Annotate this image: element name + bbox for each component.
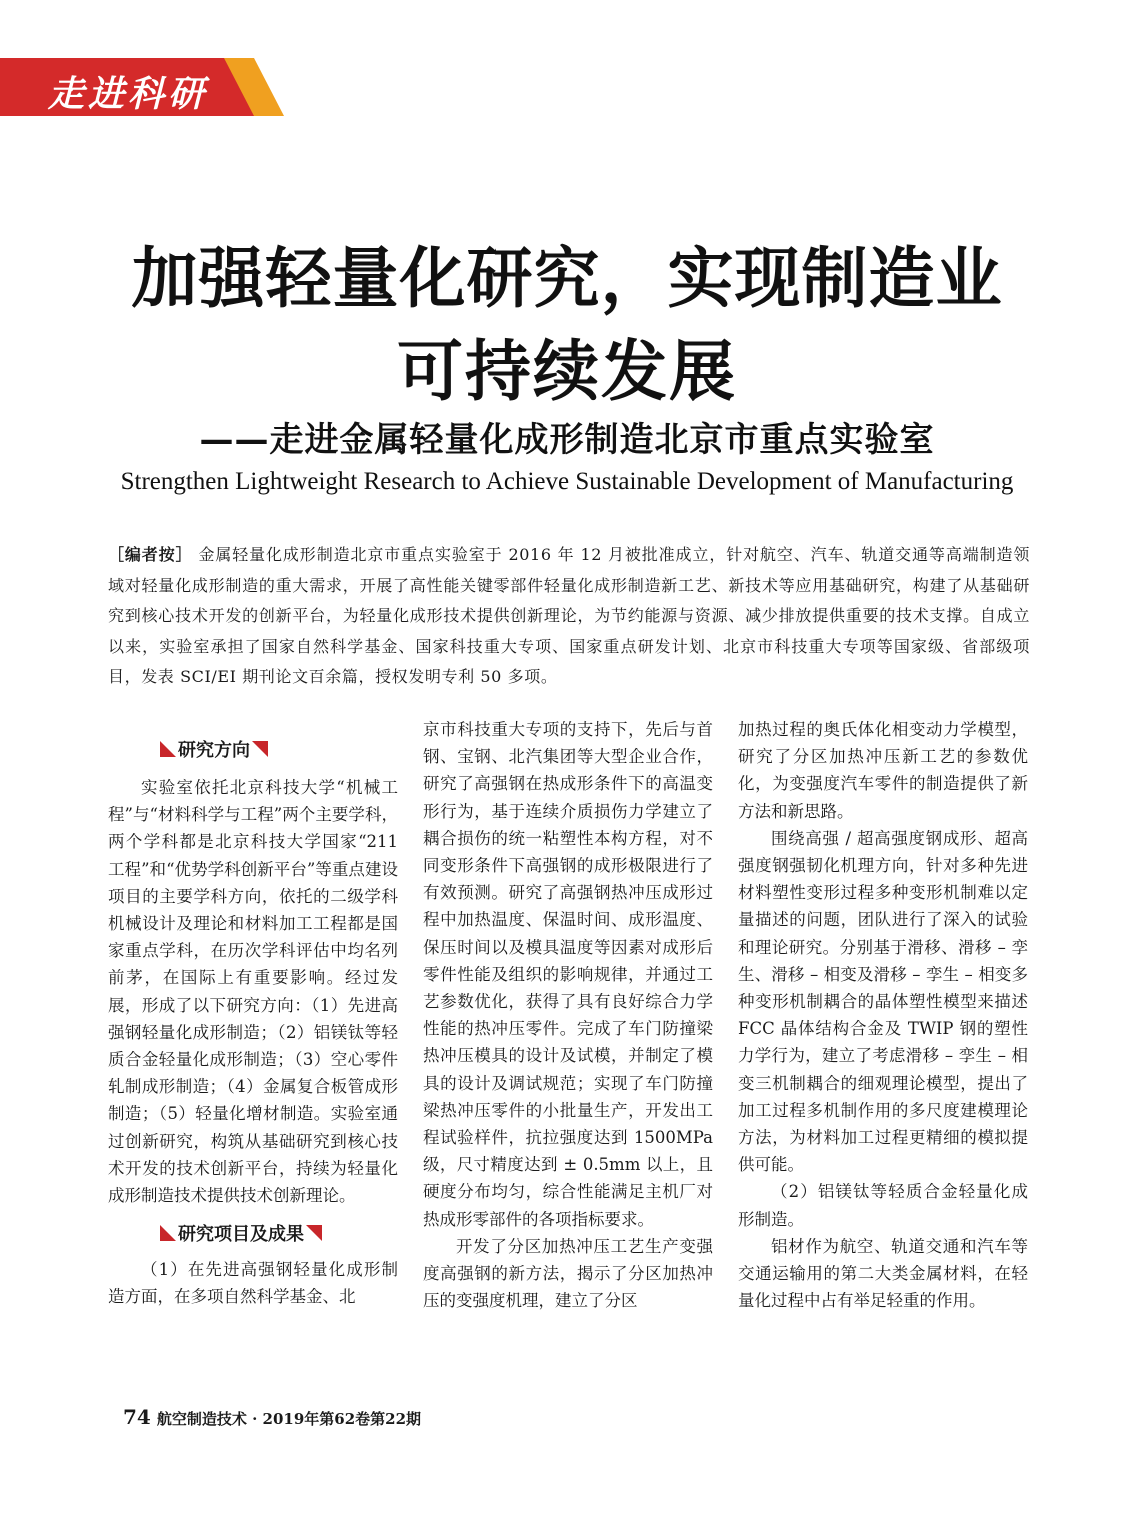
section-heading-text: 研究方向 [178,740,250,761]
subtitle: ——走进金属轻量化成形制造北京市重点实验室 [199,420,935,460]
heading-triangle-left-icon [160,741,176,757]
paragraph: 加热过程的奥氏体化相变动力学模型，研究了分区加热冲压新工艺的参数优化，为变强度汽车零件的制造提供了新方法和新思路。 [738,720,1028,821]
heading-triangle-right-icon [306,1225,322,1241]
page-footer [123,1405,421,1429]
editor-note [108,540,1030,693]
page-number: 74 [123,1405,151,1429]
title-line-1: 加强轻量化研究，实现制造业 [131,240,1003,317]
paragraph: （1）在先进高强钢轻量化成形制造方面，在多项自然科学基金、北 [108,1260,398,1307]
journal-info: 航空制造技术 · 2019年第62卷第22期 [156,1410,422,1428]
banner-label: 走进科研 [48,74,209,115]
editor-note-text: 金属轻量化成形制造北京市重点实验室于 2016 年 12 月被批准成立，针对航空、汽车、轨道交通等高端制造领域对轻量化成形制造的重大需求，开展了高性能关键零部件轻量化成形制造新工艺、新技术等应用基础研究，构建了从基础研究到核心技术开发的创新平台，为轻量化成形技术提供创新理论，为节约能源与资源、减少排放提供重要的技术支撑。自成立以来，实验室承担了国家自然科学基金、国家科技重大专项、国家重点研发计划、北京市科技重大专项等国家级、省部级项目，发表 SCI/EI 期刊论文百余篇，授权发明专利 50 多项。 [108,545,1030,686]
column-2 [423,716,713,1314]
paragraph: 开发了分区加热冲压工艺生产变强度高强钢的新方法，揭示了分区加热冲压的变强度机理，建立了分区 [423,1236,713,1311]
section-heading-text: 研究项目及成果 [178,1224,304,1246]
paragraph: （2）铝镁钛等轻质合金轻量化成形制造。 [738,1182,1028,1229]
editor-note-label: ［编者按］ [108,545,193,564]
column-1 [108,716,398,1311]
heading-triangle-right-icon [252,741,268,757]
english-title: Strengthen Lightweight Research to Achieve Sustainable Development of Manufacturing [120,468,1014,495]
paragraph: 京市科技重大专项的支持下，先后与首钢、宝钢、北汽集团等大型企业合作，研究了高强钢在热成形条件下的高温变形行为，基于连续介质损伤力学建立了耦合损伤的统一粘塑性本构方程，对不同变形条件下高强钢的成形极限进行了有效预测。研究了高强钢热冲压成形过程中加热温度、保温时间、成形温度、保压时间以及模具温度等因素对成形后零件性能及组织的影响规律，并通过工艺参数优化，获得了具有良好综合力学性能的热冲压零件。完成了车门防撞梁热冲压模具的设计及试模，并制定了模具的设计及调试规范；实现了车门防撞梁热冲压零件的小批量生产，开发出工程试验样件，抗拉强度达到 1500MPa 级，尺寸精度达到 ± 0.5mm 以上，且硬度分布均匀，综合性能满足主机厂对热成形零部件的各项指标要求。 [423,720,713,1229]
section-heading-projects [108,1221,398,1248]
title-line-2: 可持续发展 [397,333,737,410]
section-heading-direction [108,737,398,764]
paragraph: 围绕高强 / 超高强度钢成形、超高强度钢强韧化机理方向，针对多种先进材料塑性变形过程多种变形机制难以定量描述的问题，团队进行了深入的试验和理论研究。分别基于滑移、滑移 – 孪生、滑移 – 相变及滑移 – 孪生 – 相变多种变形机制耦合的晶体塑性模型来描述 FCC 晶体结构合金及 TWIP 钢的塑性力学行为，建立了考虑滑移 – 孪生 – 相变三机制耦合的细观理论模型，提出了加工过程多机制作用的多尺度建模理论方法，为材料加工过程更精细的模拟提供可能。 [738,828,1028,1175]
section-banner [0,58,285,116]
paragraph: 实验室依托北京科技大学“机械工程”与“材料科学与工程”两个主要学科，两个学科都是北京科技大学国家“211 工程”和“优势学科创新平台”等重点建设项目的主要学科方向，依托的二级学科机械设计及理论和材料加工工程都是国家重点学科，在历次学科评估中均名列前茅，在国际上有重要影响。经过发展，形成了以下研究方向：（1）先进高强钢轻量化成形制造；（2）铝镁钛等轻质合金轻量化成形制造；（3）空心零件轧制成形制造；（4）金属复合板管成形制造；（5）轻量化增材制造。实验室通过创新研究，构筑从基础研究到核心技术开发的技术创新平台，持续为轻量化成形制造技术提供技术创新理论。 [108,778,398,1206]
heading-triangle-left-icon [160,1225,176,1241]
column-3 [738,716,1028,1314]
paragraph: 铝材作为航空、轨道交通和汽车等交通运输用的第二大类金属材料，在轻量化过程中占有举足轻重的作用。 [738,1236,1028,1311]
